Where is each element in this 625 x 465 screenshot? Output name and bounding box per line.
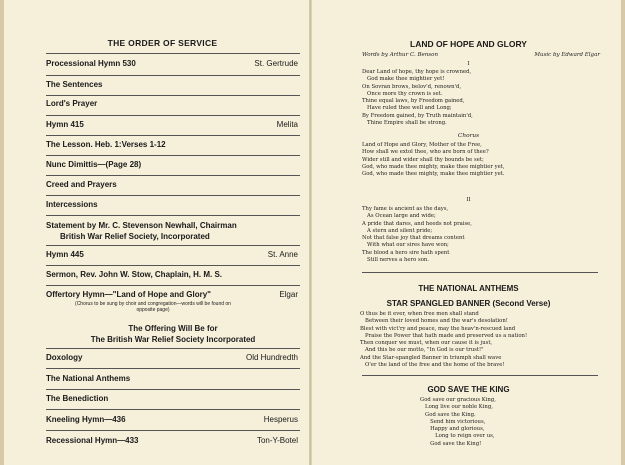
verse-line: Thy fame is ancient as the days, (362, 206, 449, 212)
verse-line: With what our sires have won; (362, 242, 449, 249)
divider (46, 245, 300, 246)
verse-line: Long live our noble King, (420, 404, 493, 411)
statement-line-1: Statement by Mr. C. Stevenson Newhall, Chairman (46, 221, 237, 230)
item-text: Intercessions (46, 200, 98, 209)
chorus-label: Chorus (457, 133, 480, 139)
verse-line: And this be our motto, "In God is our trust!" (360, 347, 484, 354)
item-text: Sermon, Rev. John W. Stow, Chaplain, H. M. S. (46, 270, 223, 279)
hymn-credits (362, 52, 600, 58)
divider (362, 375, 598, 376)
verse-line: On Sovran brows, belov'd, renown'd, (362, 83, 462, 90)
item-text: Kneeling Hymn—436 (46, 415, 126, 424)
verse-line: And the Star-spangled Banner in triumph shall wave (360, 354, 502, 361)
offering-line-2: The British War Relief Society Incorporated (90, 335, 256, 344)
divider (46, 430, 300, 431)
item-tune: St. Gertrude (254, 59, 298, 68)
verse-line: God, who made thee mighty, make thee mightier yet. (362, 171, 505, 178)
verse-line: Praise the Power that hath made and preserved us a nation! (360, 332, 528, 339)
verse-line: By Freedom gained, by Truth maintain'd, (362, 112, 473, 119)
verse-line: Thine Empire shall be strong. (362, 120, 447, 127)
service-item-statement (46, 220, 300, 244)
item-text: Lord's Prayer (46, 99, 98, 108)
verse-line: Land of Hope and Glory, Mother of the Free, (362, 142, 482, 148)
item-tune: St. Anne (267, 250, 298, 259)
verse-line: Not that false joy that dreams content (362, 235, 465, 242)
divider (46, 409, 300, 410)
divider (46, 265, 300, 266)
verse-line: Long to reign over us, (420, 433, 495, 440)
divider (46, 175, 300, 176)
verse-line: The blood a hero sire hath spent (362, 249, 450, 256)
verse-line: God make thee mightier yet! (362, 76, 445, 83)
music-credit: Music by Edward Elgar (534, 52, 600, 58)
order-of-service-title: THE ORDER OF SERVICE (107, 38, 218, 48)
item-tune: Old Hundredth (245, 353, 298, 362)
national-anthems-title: THE NATIONAL ANTHEMS (418, 284, 519, 293)
verse-line: Between their loved homes and the war's desolation! (360, 318, 508, 325)
verse-line: God save the King. (420, 411, 476, 418)
god-save-the-king-text (420, 397, 625, 448)
verse-line: Blest with vict'ry and peace, may the heav'n-rescued land (360, 325, 516, 332)
words-credit: Words by Arthur C. Benson (362, 52, 438, 58)
verse-line: God save the King! (420, 440, 482, 447)
divider (46, 195, 300, 196)
divider (46, 53, 300, 54)
divider (46, 285, 300, 286)
offertory-note-line-1: (Chorus to be sung by choir and congregation—words will be found on (75, 301, 231, 307)
item-text: Offertory Hymn—"Land of Hope and Glory" (46, 290, 211, 299)
divider (46, 215, 300, 216)
verse-line: A pride that dares, and heeds not praise, (362, 220, 472, 227)
page-edge-left (0, 0, 4, 465)
item-text: Processional Hymn 530 (46, 59, 136, 68)
god-save-the-king-title: GOD SAVE THE KING (427, 385, 510, 394)
divider (46, 95, 300, 96)
verse-line: God save our gracious King, (420, 397, 496, 403)
verse-line: Still nerves a hero son. (362, 257, 429, 264)
item-tune: Elgar (279, 290, 298, 299)
item-text: The National Anthems (46, 374, 131, 383)
verse-numeral-2: II (466, 197, 471, 203)
divider (46, 368, 300, 369)
divider (46, 348, 300, 349)
verse-line: O'er the land of the free and the home of the brave! (360, 362, 505, 369)
divider (46, 115, 300, 116)
verse-line: Then conquer we must, when our cause it is just, (360, 340, 493, 347)
divider (46, 389, 300, 390)
divider (46, 135, 300, 136)
star-spangled-banner-title: STAR SPANGLED BANNER (Second Verse) (386, 299, 551, 308)
verse-line: O thus be it ever, when free men shall stand (360, 311, 479, 317)
offertory-note-line-2: opposite page) (136, 307, 170, 313)
hymn-title: LAND OF HOPE AND GLORY (410, 39, 527, 49)
verse-line: Have ruled thee well and Long; (362, 105, 452, 112)
verse-line: Thine equal laws, by Freedom gained, (362, 98, 465, 105)
item-text: The Sentences (46, 80, 103, 89)
item-text: Recessional Hymn—433 (46, 436, 139, 445)
item-text: The Lesson. Heb. 1:Verses 1-12 (46, 140, 166, 149)
verse-line: How shall we extol thee, who are born of thee? (362, 149, 489, 156)
verse-line: A stern and silent pride; (362, 227, 433, 234)
item-tune: Melita (276, 120, 298, 129)
divider (46, 155, 300, 156)
item-text: The Benediction (46, 394, 109, 403)
verse-2 (362, 206, 612, 264)
chorus-text (362, 142, 612, 178)
divider (46, 75, 300, 76)
verse-line: Wider still and wider shall thy bounds be set; (362, 156, 484, 163)
item-tune: Hesperus (263, 415, 298, 424)
verse-line: Send him victorious, (420, 418, 486, 425)
item-tune: Ton-Y-Botel (256, 436, 298, 445)
offering-line-1: The Offering Will Be for (128, 324, 218, 333)
divider (362, 272, 598, 273)
item-text: Hymn 415 (46, 120, 84, 129)
verse-line: God, who made thee mighty, make thee mightier yet, (362, 163, 505, 170)
item-text: Hymn 445 (46, 250, 84, 259)
item-text: Nunc Dimittis—(Page 28) (46, 160, 142, 169)
statement-line-2: British War Relief Society, Incorporated (60, 232, 210, 241)
verse-line: Once more thy crown is set. (362, 90, 443, 97)
verse-line: Happy and glorious, (420, 426, 485, 433)
page-edge-right (621, 0, 625, 465)
verse-1 (362, 69, 612, 127)
verse-line: Dear Land of hope, thy hope is crowned, (362, 69, 472, 75)
item-text: Creed and Prayers (46, 180, 117, 189)
star-spangled-banner-text (360, 311, 610, 369)
book-spine (309, 0, 312, 465)
verse-line: As Ocean large and wide; (362, 213, 436, 220)
item-text: Doxology (46, 353, 83, 362)
verse-numeral-1: I (467, 61, 470, 67)
